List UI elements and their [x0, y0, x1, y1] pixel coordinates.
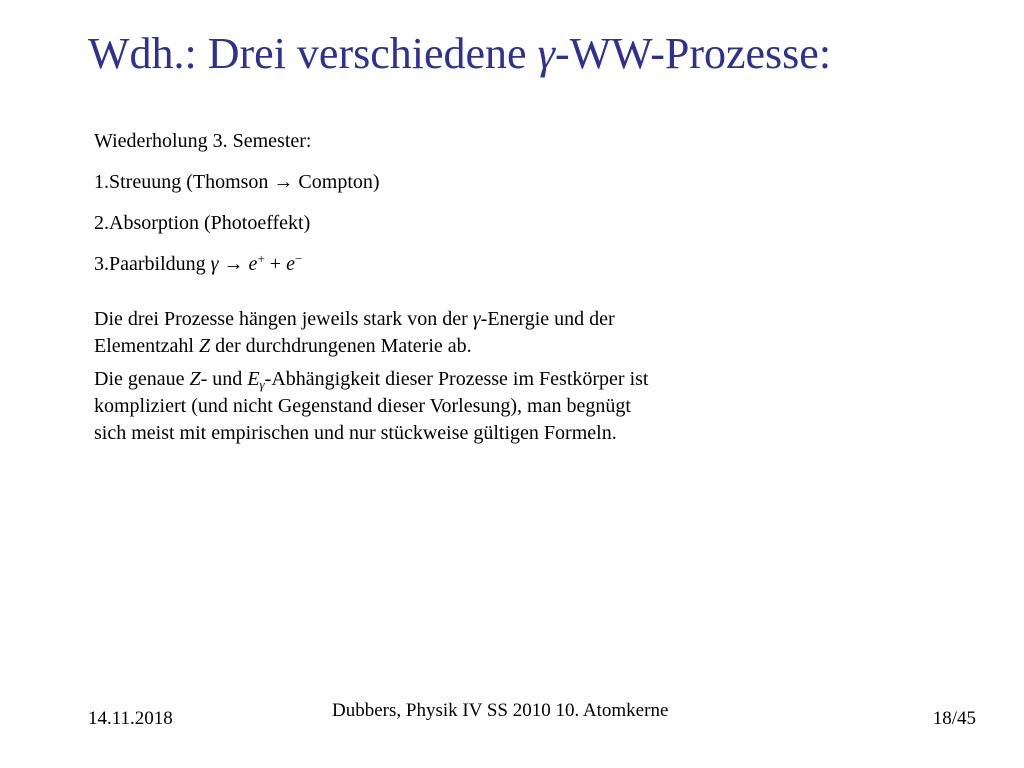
para1-l2-a: Elementzahl — [94, 335, 199, 357]
title-gamma: γ — [537, 29, 555, 78]
para1-line2 — [94, 333, 754, 360]
list-item-pair-production — [94, 251, 754, 277]
para1-z: Z — [198, 335, 211, 357]
item3-arrow: → — [218, 253, 249, 275]
title-suffix: -WW-Prozesse: — [554, 29, 832, 78]
para1-l2-b: der durchdrungenen Materie ab. — [210, 335, 472, 357]
para2-l1-a: Die genaue — [94, 368, 190, 390]
slide-title — [88, 26, 831, 82]
footer-source: Dubbers, Physik IV SS 2010 10. Atomkerne — [332, 700, 669, 721]
item3-electron: e — [286, 253, 295, 275]
para2-gamma-sub: γ — [259, 377, 265, 392]
item3-positron: e — [248, 253, 258, 275]
para1-l1-a: Die drei Prozesse hängen jeweils stark von der — [94, 308, 473, 330]
para2-l1-c: -Abhängigkeit dieser Prozesse im Festkörper ist — [264, 368, 649, 390]
intro-text: Wiederholung 3. Semester: — [94, 130, 312, 152]
para1-l1-b: -Energie und der — [480, 308, 615, 330]
item3-minus-sup: − — [294, 251, 303, 266]
para2-line1 — [94, 366, 754, 393]
list-item-scattering: 1.Streuung (Thomson → Compton) — [94, 171, 380, 193]
para2-line2: kompliziert (und nicht Gegenstand dieser Vorlesung), man begnügt — [94, 395, 631, 417]
paragraph-dependence — [94, 306, 754, 360]
footer-page-number: 18/45 — [932, 708, 976, 729]
item3-gamma: γ — [210, 253, 219, 275]
para2-line3: sich meist mit empirischen und nur stückweise gültigen Formeln. — [94, 422, 617, 444]
para2-e: E — [247, 368, 260, 390]
item3-plus-sup: + — [257, 251, 265, 266]
footer-date: 14.11.2018 — [88, 708, 173, 729]
para2-z: Z — [189, 368, 201, 390]
item3-prefix: 3.Paarbildung — [94, 253, 211, 275]
para1-line1 — [94, 306, 754, 333]
slide-content — [94, 128, 754, 453]
item3-plus-op: + — [264, 253, 287, 275]
list-item-absorption: 2.Absorption (Photoeffekt) — [94, 212, 311, 234]
para1-gamma: γ — [472, 308, 481, 330]
para2-l1-b: - und — [200, 368, 248, 390]
paragraph-complexity — [94, 366, 754, 447]
title-prefix: Wdh.: Drei verschiedene — [88, 29, 538, 78]
